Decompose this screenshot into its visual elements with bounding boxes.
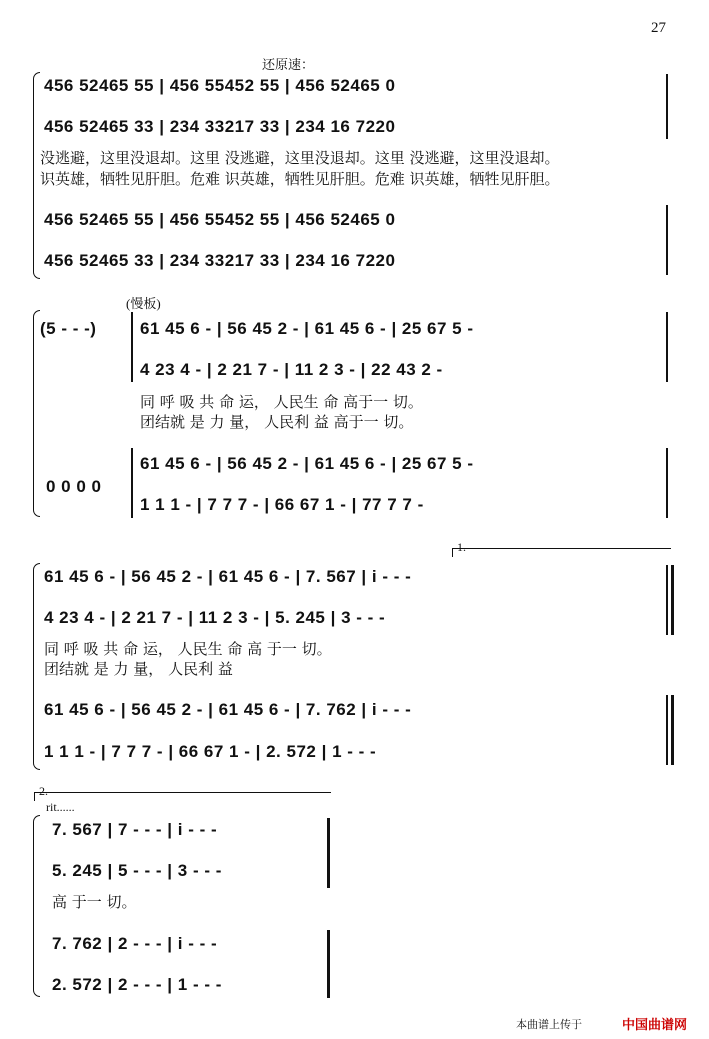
barline <box>666 205 668 275</box>
staff-part4: 1 1 1 - | 7 7 7 - | 66 67 1 - | 77 7 7 - <box>140 495 424 514</box>
staff-part3: 61 45 6 - | 56 45 2 - | 61 45 6 - | 7. 762 | i - - - <box>44 700 412 719</box>
page-number: 27 <box>651 20 666 36</box>
staff-part4: 456 52465 33 | 234 33217 33 | 234 16 7220 <box>44 251 396 270</box>
system-bracket <box>33 563 40 770</box>
staff-part2: 4 23 4 - | 2 21 7 - | 11 2 3 - | 22 43 2 - <box>140 360 443 379</box>
rest-measure: 0 0 0 0 <box>46 477 102 496</box>
repeat-barline <box>666 695 668 765</box>
repeat-barline <box>666 565 668 635</box>
barline <box>666 74 668 139</box>
lyric-verse2: 识英雄，牺牲见肝胆。危难 识英雄，牺牲见肝胆。危难 识英雄，牺牲见肝胆。 <box>40 170 560 188</box>
staff-part1: 7. 567 | 7 - - - | i - - - <box>52 820 218 839</box>
system-bracket <box>33 72 40 279</box>
volta-first-label: 1. <box>457 540 466 554</box>
final-barline <box>327 818 330 888</box>
lyric-verse2: 团结就 是 力 量， 人民利 益 高于一 切。 <box>140 413 414 431</box>
lyric-verse1: 同 呼 吸 共 命 运， 人民生 命 高 于一 切。 <box>44 640 332 658</box>
tempo-slow: (慢板) <box>126 296 161 311</box>
staff-part2: 5. 245 | 5 - - - | 3 - - - <box>52 861 222 880</box>
barline <box>666 312 668 382</box>
staff-part3: 61 45 6 - | 56 45 2 - | 61 45 6 - | 25 67 5 - <box>140 454 474 473</box>
lyric-verse2: 团结就 是 力 量， 人民利 益 <box>44 660 233 678</box>
staff-part4: 1 1 1 - | 7 7 7 - | 66 67 1 - | 2. 572 | 1 - - - <box>44 742 377 761</box>
staff-part4: 2. 572 | 2 - - - | 1 - - - <box>52 975 222 994</box>
staff-part1: 456 52465 55 | 456 55452 55 | 456 52465 0 <box>44 76 396 95</box>
system-bracket <box>33 815 40 997</box>
lyric-verse1: 没逃避，这里没退却。这里 没逃避，这里没退却。这里 没逃避，这里没退却。 <box>40 149 560 167</box>
staff-part2: 456 52465 33 | 234 33217 33 | 234 16 7220 <box>44 117 396 136</box>
lyric-verse1: 同 呼 吸 共 命 运， 人民生 命 高于一 切。 <box>140 393 423 411</box>
staff-part1: 61 45 6 - | 56 45 2 - | 61 45 6 - | 7. 567 | i - - - <box>44 567 412 586</box>
intro-note: (5 - - -) <box>40 319 97 338</box>
barline <box>666 448 668 518</box>
staff-part3: 7. 762 | 2 - - - | i - - - <box>52 934 218 953</box>
final-barline <box>327 930 330 998</box>
system-bracket <box>33 310 40 517</box>
staff-part1: 61 45 6 - | 56 45 2 - | 61 45 6 - | 25 67 5 - <box>140 319 474 338</box>
volta-second-label: 2. <box>39 784 48 798</box>
volta-second-ending <box>34 784 331 801</box>
lyric-verse1: 高 于一 切。 <box>52 893 137 911</box>
volta-first-ending <box>452 540 671 557</box>
staff-part3: 456 52465 55 | 456 55452 55 | 456 52465 0 <box>44 210 396 229</box>
repeat-barline-thick <box>671 695 674 765</box>
barline <box>131 312 133 382</box>
site-logo[interactable]: 中国曲谱网 <box>622 1018 688 1033</box>
tempo-rit: rit...... <box>46 800 75 814</box>
barline <box>131 448 133 518</box>
repeat-barline-thick <box>671 565 674 635</box>
staff-part2: 4 23 4 - | 2 21 7 - | 11 2 3 - | 5. 245 | 3 - - - <box>44 608 386 627</box>
tempo-return: 还原速： <box>262 57 315 72</box>
footer-text: 本曲谱上传于 <box>516 1018 582 1031</box>
